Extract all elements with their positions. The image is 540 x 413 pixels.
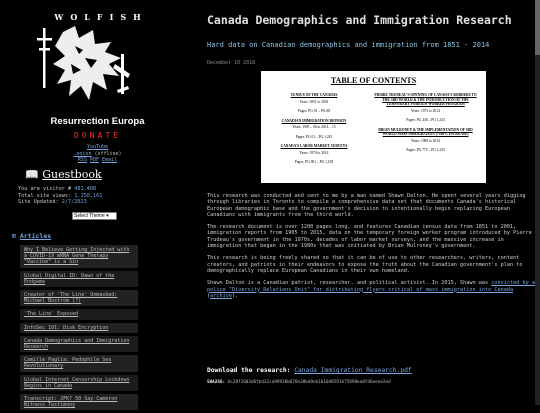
onion-link[interactable]: .onion: [73, 150, 92, 157]
articles-heading[interactable]: [12, 232, 51, 240]
paragraph-text: (: [207, 292, 211, 299]
download-row: [207, 367, 412, 374]
site-stats: [18, 186, 102, 206]
onion-status: (offline): [91, 150, 122, 157]
updated-label: Site Updated:: [18, 199, 59, 205]
book-icon: 📖: [25, 168, 39, 181]
toc-heading: CANADIAN IMMIGRATION REPORTS: [281, 118, 347, 123]
article-link[interactable]: Camille Paglia: Pedophile Sex Revolutionary: [20, 355, 138, 371]
article-link[interactable]: Global Digital ID: Dawn of the Endgame: [20, 271, 138, 287]
toc-years: Years: 1988 to 2014: [411, 138, 440, 143]
article-link[interactable]: Transcript: JFK? 50 Say Cameron Witness Testimony: [20, 394, 138, 410]
articles-label: Articles: [19, 232, 52, 240]
article-link[interactable]: InfoSec 101: Disk Encryption: [20, 323, 138, 333]
paragraph: This research is being freely shared so that it can be of use to other researchers, writers, content creators, and patriots in their endeavors to expose the truth about the Canadian government's plan to demographically replace European Canadians in their own homeland.: [207, 255, 523, 274]
scrollbar[interactable]: [535, 0, 540, 405]
guestbook-link[interactable]: [25, 168, 102, 181]
toc-heading: CANADA'S LABOR MARKET SURVEYS: [280, 144, 348, 148]
article-link[interactable]: 'The Line' Exposed: [20, 309, 138, 319]
donate-link[interactable]: DONATE: [74, 131, 121, 140]
paragraph-text: Shawn Dalton is a Canadian patriot, researcher, and political activist. In 2015, Shawn was: [207, 280, 492, 287]
toc-pages: Pages: PG 01 – PG 68: [297, 109, 331, 113]
post-body: [207, 193, 535, 305]
pdf-link[interactable]: PDF: [89, 157, 99, 163]
post-subtitle: Hard data on Canadian demographics and immigration from 1851 - 2014: [207, 41, 490, 49]
main-content: [207, 0, 537, 405]
table-of-contents-image[interactable]: [261, 71, 486, 183]
toc-pages: Pages: PG 01 – PG 1,243: [295, 134, 333, 139]
toc-heading: BRIAN MULRONEY & THE IMPLEMENTATION OF 3RD WORLD MASS IMMIGRATION (~200% INCREASE): [378, 127, 473, 136]
updated-date: 2/7/2023: [61, 199, 87, 205]
toc-pages: Pages: PG 001 – PG 1,183: [294, 160, 334, 164]
total-views-count: 1,150,161: [74, 192, 103, 199]
toc-heading: CENSUS OF THE CANADAS: [290, 93, 338, 97]
site-tagline: Resurrection Europa: [50, 116, 145, 127]
visitor-label: You are visitor #: [18, 186, 72, 192]
theme-select[interactable]: Select Theme ▾: [72, 212, 117, 220]
wolf-logo-icon[interactable]: [35, 24, 150, 108]
toc-pages: Pages: PG 775 – PG 1,243: [406, 148, 445, 152]
paragraph-text: ).: [232, 292, 239, 299]
guestbook-label: Guestbook: [42, 168, 102, 181]
email-link[interactable]: Email: [102, 157, 118, 163]
scrollbar-thumb[interactable]: [535, 0, 540, 55]
toc-title: TABLE OF CONTENTS: [330, 76, 417, 85]
paragraph: The research document is over 1200 pages long, and features Canadian census data from 1851 to 2001, immigration reports from 1905 to 2015, data on the temporary foreign worker program introduced by Pierre Trudeau's government in the 1970s, decades of labor market surveys, and the massive increase in immigration that began in the 1980s that was initiated by Brian Mulroney's government.: [207, 224, 532, 250]
post-title: Canada Demographics and Immigration Research: [207, 13, 512, 27]
sha-row: [207, 380, 391, 385]
mirror-links: [0, 144, 195, 164]
article-link[interactable]: Canada Demographics and Immigration Research: [20, 336, 138, 352]
sidebar: [0, 0, 195, 409]
archive-link[interactable]: archive: [210, 292, 232, 299]
article-link[interactable]: Creator of 'The Line' Unmasked: Michael Bostrom (?): [20, 290, 138, 306]
toc-heading: PIERRE TRUDEAU'S OPENING OF CANADA'S BORDERS TO THE 3RD WORLD & THE INTRODUCTION OF THE TEMPORARY FOREIGN WORKER PROGRAM: [374, 93, 477, 106]
toc-left-column: [269, 93, 359, 170]
plus-icon: ⊞: [12, 232, 16, 240]
article-list: [20, 245, 138, 413]
toc-years: Years: 1970 to 2014: [299, 150, 329, 155]
toc-right-column: [373, 93, 478, 158]
sha-value: bc28f2683d6fbd32ca99930b670a38bd9eb1b1048591b75898ea8fd6eeee2ed: [227, 380, 391, 385]
paragraph: This research was conducted and sent to me by a man named Shawn Dalton. He spent several years digging through libraries in Toronto to compile a comprehensive data set that documents Canada's historical European demographic base and the government's decision to intentionally begin replacing European Canadians with immigrants from the third world.: [207, 193, 526, 218]
total-views-label: Total site views:: [18, 192, 72, 199]
sha-label: SHA256:: [207, 380, 226, 385]
paragraph: [207, 280, 535, 299]
rss-link[interactable]: RSS: [77, 157, 87, 163]
article-link[interactable]: Global Internet Censorship Lockdown Begins in Canada: [20, 375, 138, 391]
download-label: Download the research:: [207, 367, 291, 374]
toc-years: Years: 1905 – 06 to 2014 – 15: [292, 125, 336, 129]
post-date: December 10 2018: [207, 60, 256, 66]
article-link[interactable]: Why I Believe Getting Injected with a COVID-19 mRNA Gene Therapy "Vaccine" is a Sin: [20, 245, 138, 268]
toc-years: Years: 1973 to 2014: [411, 108, 440, 113]
visitor-count: 481,408: [74, 186, 97, 192]
toc-pages: Pages: PG 438 – PG 1,243: [406, 118, 445, 122]
site-title[interactable]: WOLFISH: [54, 12, 148, 22]
download-link[interactable]: Canada_Immigration_Research.pdf: [294, 367, 412, 374]
toc-years: Years: 1851 to 2001: [299, 99, 329, 104]
conviction-link[interactable]: convicted by a police "Diversity Relations Unit" for distributing flyers critical of mass immigration into Canada: [207, 280, 535, 293]
youtube-link[interactable]: YouTube: [86, 144, 109, 150]
